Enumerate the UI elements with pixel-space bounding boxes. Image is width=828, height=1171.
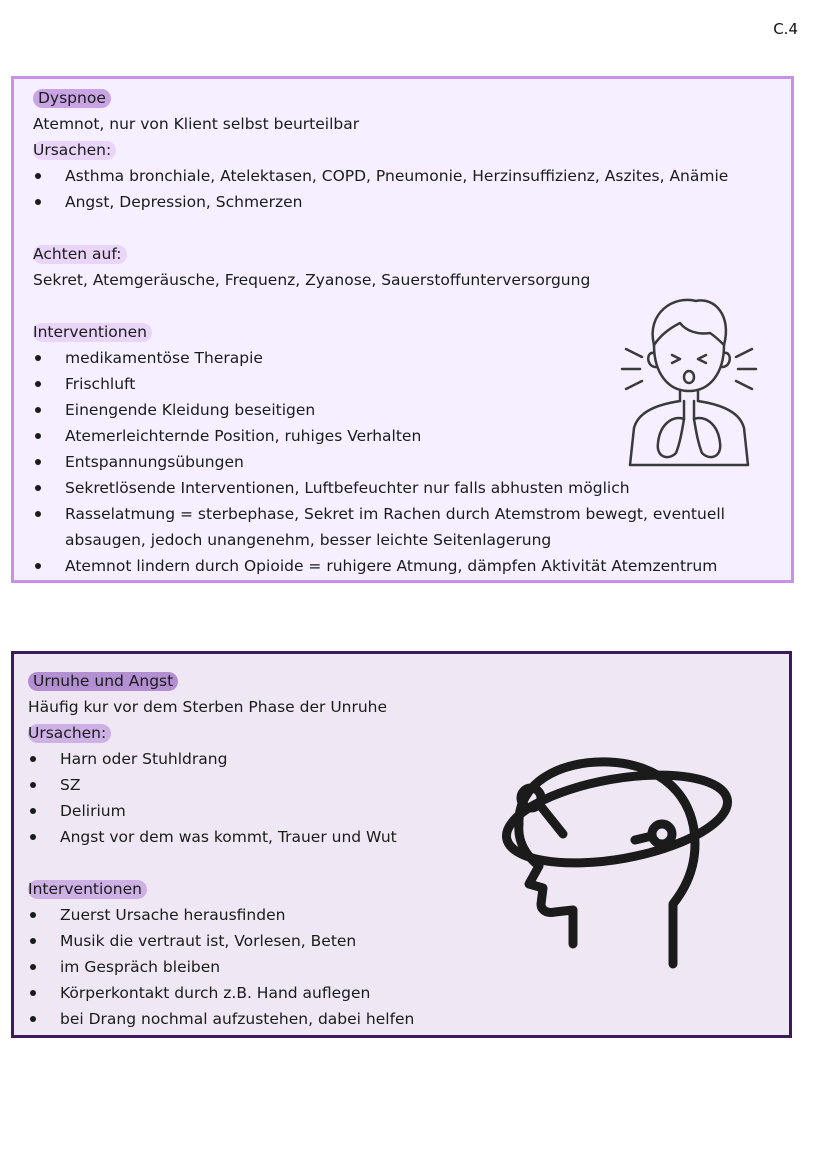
section-title: Urnuhe und Angst xyxy=(28,672,178,691)
list-item: Atemerleichternde Position, ruhiges Verhalten xyxy=(33,423,791,449)
list-item: bei Drang nochmal aufzustehen, dabei helfen xyxy=(28,1006,789,1032)
definition-text: Atemnot, nur von Klient selbst beurteilbar xyxy=(33,115,360,133)
list-item: Angst vor dem was kommt, Trauer und Wut xyxy=(28,824,789,850)
interventions-label: Interventionen xyxy=(28,880,147,899)
list-item: SZ xyxy=(28,772,789,798)
section-title: Dyspnoe xyxy=(33,89,111,108)
causes-list xyxy=(33,163,791,215)
person-breathing-difficulty-icon xyxy=(614,293,759,473)
list-item: Rasselatmung = sterbephase, Sekret im Rachen durch Atemstrom bewegt, eventuell absaugen, jedoch unangenehm, besser leichte Seitenlagerung xyxy=(33,501,765,553)
list-item: Frischluft xyxy=(33,371,791,397)
list-item: Einengende Kleidung beseitigen xyxy=(33,397,791,423)
list-item: Musik die vertraut ist, Vorlesen, Beten xyxy=(28,928,789,954)
head-orbit-anxiety-icon xyxy=(499,754,739,974)
list-item: Zuerst Ursache herausfinden xyxy=(28,902,789,928)
list-item: Sekretlösende Interventionen, Luftbefeuchter nur falls abhusten möglich xyxy=(33,475,791,501)
interventions-label: Interventionen xyxy=(33,323,152,342)
attention-label: Achten auf: xyxy=(33,245,127,264)
definition-text: Häufig kur vor dem Sterben Phase der Unruhe xyxy=(28,698,388,716)
unruhe-angst-card xyxy=(11,651,792,1038)
list-item: Angst, Depression, Schmerzen xyxy=(33,189,791,215)
page-label: C.4 xyxy=(773,20,798,38)
attention-text: Sekret, Atemgeräusche, Frequenz, Zyanose, Sauerstoffunterversorgung xyxy=(33,271,591,289)
list-item: Harn oder Stuhldrang xyxy=(28,746,789,772)
dyspnoe-card xyxy=(11,76,794,583)
list-item: medikamentöse Therapie xyxy=(33,345,791,371)
list-item: im Gespräch bleiben xyxy=(28,954,789,980)
causes-label: Ursachen: xyxy=(33,141,116,160)
list-item: Körperkontakt durch z.B. Hand auflegen xyxy=(28,980,789,1006)
list-item: Atemnot lindern durch Opioide = ruhigere Atmung, dämpfen Aktivität Atemzentrum xyxy=(33,553,791,579)
list-item: Entspannungsübungen xyxy=(33,449,791,475)
causes-label: Ursachen: xyxy=(28,724,111,743)
list-item: Delirium xyxy=(28,798,789,824)
list-item: Asthma bronchiale, Atelektasen, COPD, Pneumonie, Herzinsuffizienz, Aszites, Anämie xyxy=(33,163,791,189)
